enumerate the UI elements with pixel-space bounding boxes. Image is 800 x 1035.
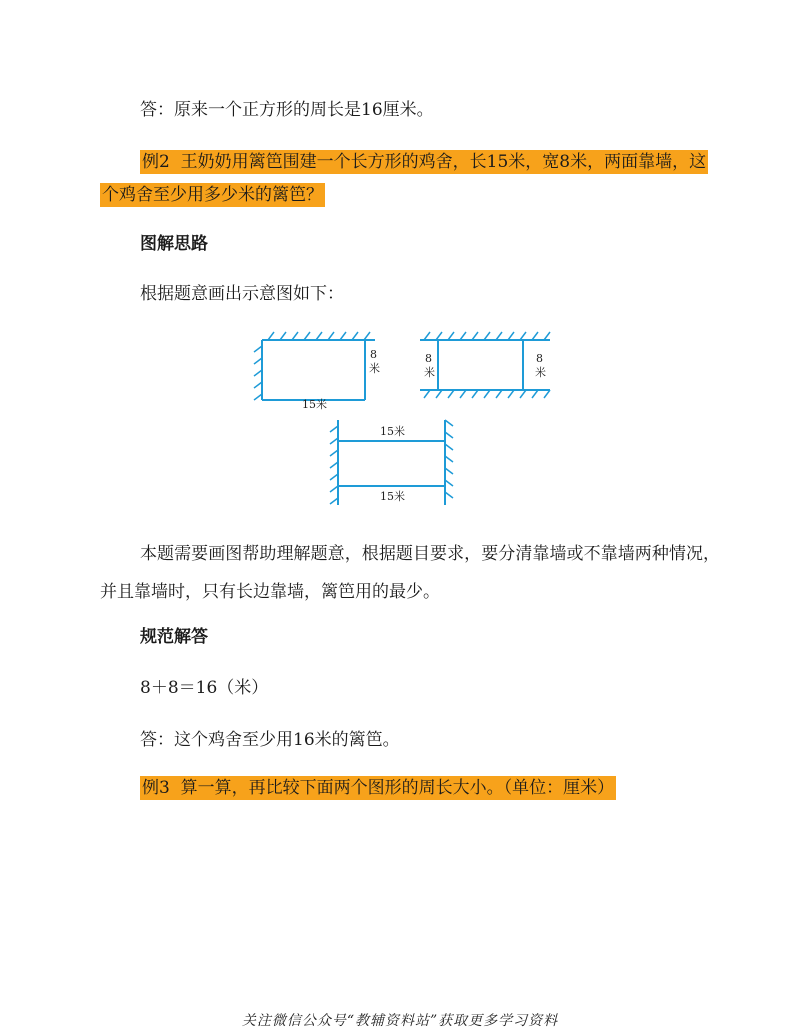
d2-right-label: 8 [536, 352, 543, 365]
heading-solution: 规范解答 [140, 627, 208, 647]
d1-width-unit: 米 [369, 362, 380, 375]
equation: 8＋8＝16（米） [140, 678, 269, 698]
example-3-label: 例3 [142, 778, 170, 798]
d1-width-label: 8 [370, 348, 377, 361]
footer-note: 关注微信公众号“教辅资料站”获取更多学习资料 [241, 1013, 559, 1029]
example-2-label: 例2 [142, 152, 170, 172]
heading-diagram: 图解思路 [140, 234, 208, 254]
explanation: 本题需要画图帮助理解题意，根据题目要求，要分清靠墙或不靠墙两种情况，并且靠墙时，只有长边靠墙，篱笆用的最少。 [100, 544, 720, 602]
d1-length-label: 15米 [302, 398, 327, 411]
d2-left-label: 8 [425, 352, 432, 365]
d2-left-unit: 米 [424, 366, 435, 379]
diagram-1 [254, 332, 375, 400]
d2-right-unit: 米 [535, 366, 546, 379]
d3-bottom-label: 15米 [380, 490, 405, 503]
example-2-text: 王奶奶用篱笆围建一个长方形的鸡舍，长15米，宽8米，两面靠墙，这个鸡舍至少用多少米的篱笆？ [102, 152, 707, 205]
answer-1: 答：原来一个正方形的周长是16厘米。 [140, 100, 434, 120]
example-3-text: 算一算，再比较下面两个图形的周长大小。（单位：厘米） [180, 778, 615, 798]
example-2-highlight [100, 150, 708, 207]
example-3 [140, 776, 616, 800]
answer-2: 答：这个鸡舍至少用16米的篱笆。 [140, 730, 400, 750]
example-3-highlight [140, 776, 616, 800]
fence-diagrams [240, 320, 560, 510]
diagram-2 [420, 332, 550, 398]
intro-text: 根据题意画出示意图如下： [140, 284, 344, 304]
example-2 [100, 146, 720, 212]
d3-top-label: 15米 [380, 425, 405, 438]
